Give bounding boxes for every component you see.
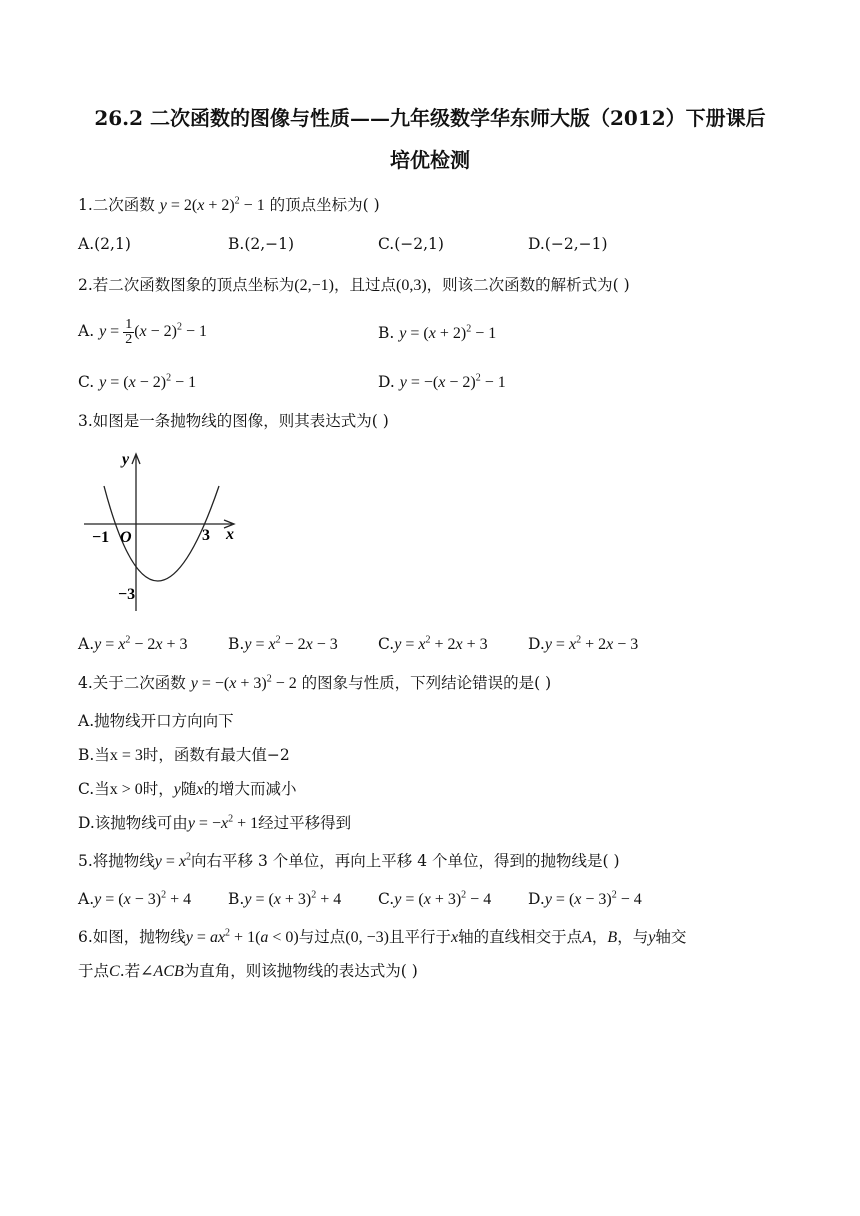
- label-neg-3: −3: [118, 586, 136, 603]
- q4-option-b[interactable]: B.当x = 3时，函数有最大值−2: [78, 746, 290, 764]
- q2-option-d[interactable]: D. $y = -(x - 2)^2 - 1$: [378, 372, 506, 391]
- y-axis-label: y: [122, 451, 130, 468]
- question-3: 3.如图是一条抛物线的图像，则其表达式为( ): [78, 412, 389, 430]
- page-title: 26.2 二次函数的图像与性质——九年级数学华东师大版（2012）下册课后: [94, 106, 766, 130]
- q1-option-c[interactable]: C.(−2,1): [378, 235, 444, 253]
- question-5: 5.将抛物线$y = x^2$向右平移 3 个单位，再向上平移 4 个单位，得到的抛物线是( ): [78, 851, 620, 870]
- q3-option-a[interactable]: $A.y = x^2 - 2x + 3$: [78, 634, 188, 653]
- q2-option-b[interactable]: B. $y = (x + 2)^2 - 1$: [378, 323, 497, 342]
- question-4: 4.关于二次函数 $y = -(x + 3)^2 - 2$ 的图象与性质，下列结论错误的是( ): [78, 673, 552, 692]
- q1-option-b[interactable]: B.(2,−1): [228, 235, 295, 253]
- question-1: 1.二次函数 $y = 2(x + 2)^2 - 1$ 的顶点坐标为( ): [78, 195, 380, 214]
- question-2: 2.若二次函数图象的顶点坐标为(2,−1)，且过点(0,3)，则该二次函数的解析式为( ): [78, 276, 630, 294]
- q3-option-d[interactable]: $D.y = x^2 + 2x - 3$: [528, 634, 639, 653]
- q4-option-d[interactable]: D.该抛物线可由$y = -x^2 + 1$经过平移得到: [78, 813, 352, 832]
- origin-label: O: [120, 529, 132, 546]
- q4-option-a[interactable]: A.抛物线开口方向向下: [78, 712, 234, 730]
- x-axis-label: x: [226, 526, 234, 543]
- q5-option-b[interactable]: $B.y = (x + 3)^2 + 4$: [228, 889, 342, 908]
- q5-option-d[interactable]: $D.y = (x - 3)^2 - 4$: [528, 889, 642, 908]
- q3-option-c[interactable]: $C.y = x^2 + 2x + 3$: [378, 634, 488, 653]
- page-title-continued: 培优检测: [390, 148, 470, 172]
- question-6-line-1: 6.如图，抛物线$y = ax^2 + 1(a < 0)$与过点(0, −3)且平行于x轴的直线相交于点A，B，与y轴交: [78, 927, 687, 946]
- label-neg-1: −1: [92, 529, 110, 546]
- question-6-line-2: 于点C.若∠ACB为直角，则该抛物线的表达式为( ): [78, 962, 418, 980]
- label-3: 3: [202, 527, 210, 544]
- parabola-graph: [84, 446, 244, 616]
- q5-option-c[interactable]: $C.y = (x + 3)^2 - 4$: [378, 889, 492, 908]
- q3-option-b[interactable]: $B.y = x^2 - 2x - 3$: [228, 634, 338, 653]
- q2-option-a[interactable]: A. y = $\frac{1}{2}$ $(x - 2)^2 - 1$: [78, 317, 208, 347]
- q4-option-c[interactable]: C.当x > 0时，y随x的增大而减小: [78, 780, 297, 798]
- q5-option-a[interactable]: $A.y = (x - 3)^2 + 4$: [78, 889, 192, 908]
- q2-option-c[interactable]: C. $y = (x - 2)^2 - 1$: [78, 372, 197, 391]
- q1-option-d[interactable]: D.(−2,−1): [528, 235, 608, 253]
- q1-function: $y = 2(x + 2)^2 - 1$: [159, 195, 265, 214]
- q1-option-a[interactable]: A.(2,1): [78, 235, 131, 253]
